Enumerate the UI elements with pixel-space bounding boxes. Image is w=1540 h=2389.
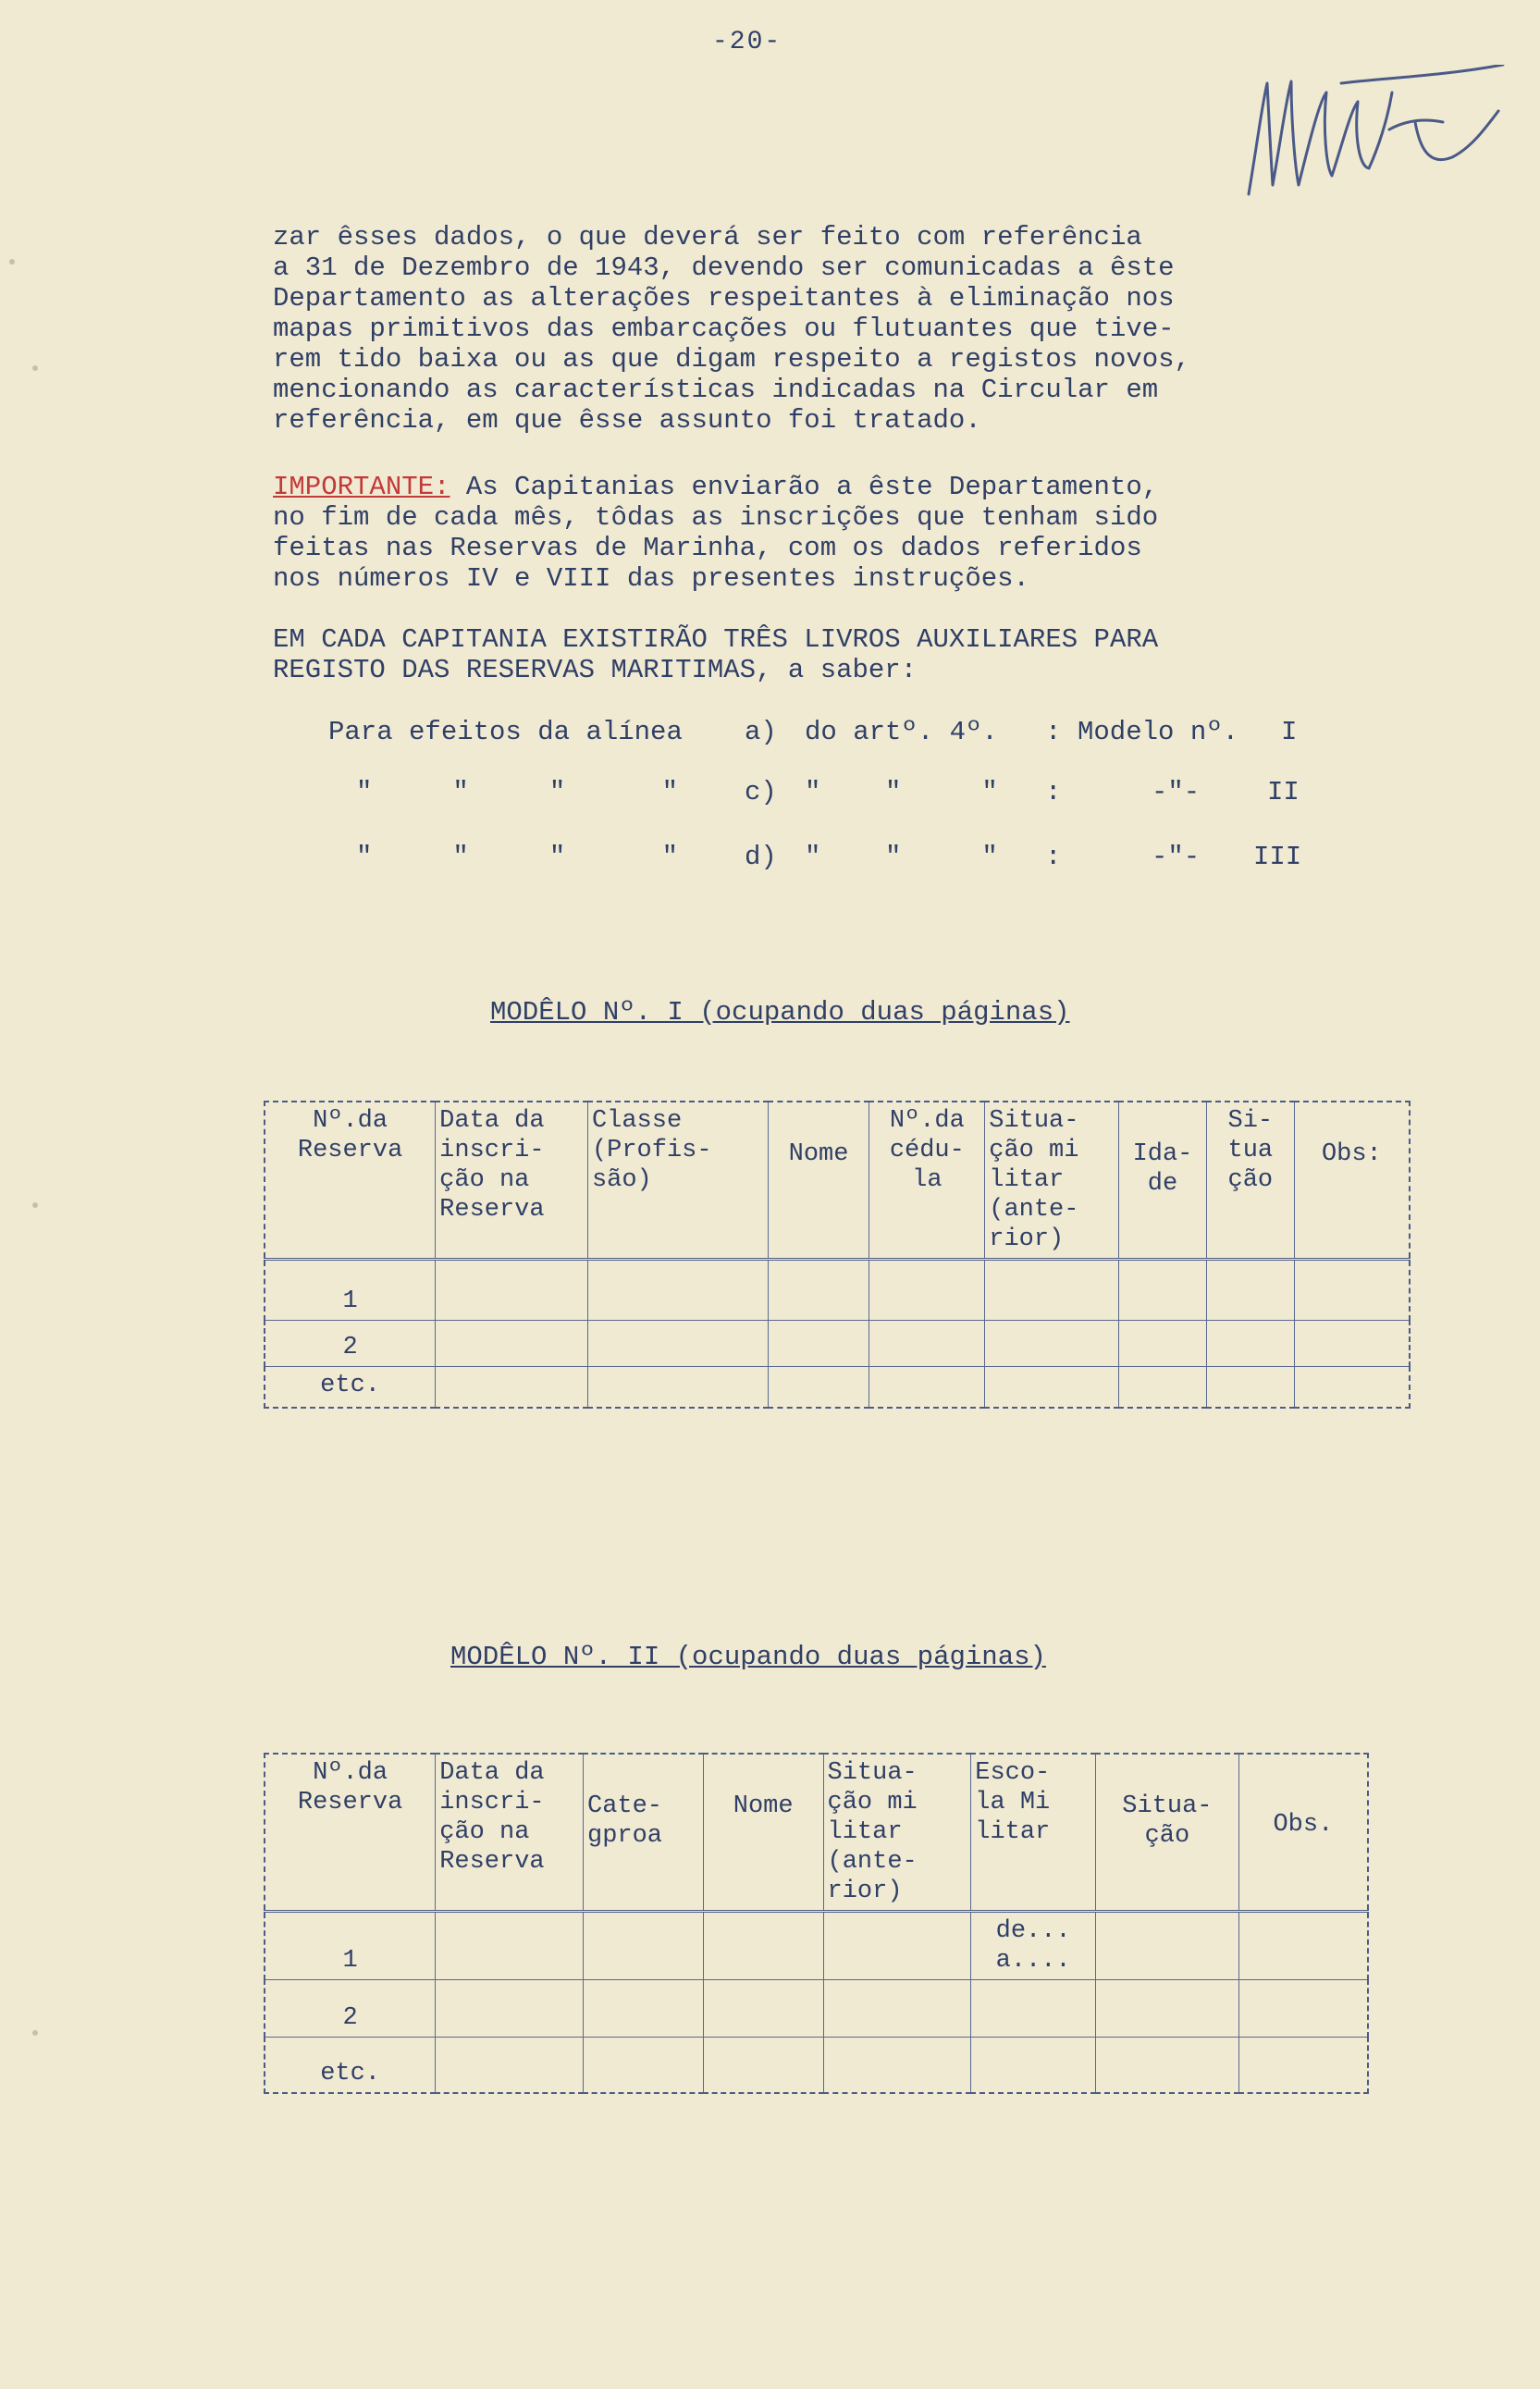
page-number: -20- <box>712 28 782 56</box>
column-header: Classe (Profis- são) <box>587 1102 768 1260</box>
column-header: Nome <box>703 1754 823 1912</box>
column-header: Cate- gproa <box>584 1754 704 1912</box>
heading-paragraph <box>273 624 1327 685</box>
text-line: EM CADA CAPITANIA EXISTIRÃO TRÊS LIVROS AUXILIARES PARA <box>273 624 1159 655</box>
punch-mark <box>32 1202 38 1208</box>
column-header: Situa- ção mi litar (ante- rior) <box>823 1754 971 1912</box>
column-header: Obs. <box>1238 1754 1368 1912</box>
escola-note: de... a.... <box>971 1912 1096 1980</box>
row-number: etc. <box>265 1367 436 1408</box>
text-line: mencionando as características indicadas na Circular em <box>273 375 1159 405</box>
text-line: feitas nas Reservas de Marinha, com os dados referidos <box>273 533 1142 563</box>
importante-first-line: As Capitanias enviarão a êste Departamento, <box>450 472 1159 502</box>
row-number: 2 <box>265 1980 436 2038</box>
table-header-row <box>265 1102 1410 1260</box>
table-row <box>265 1912 1368 1980</box>
text-line <box>273 472 1327 502</box>
signature <box>1230 65 1508 213</box>
paragraph-1 <box>273 222 1327 436</box>
column-header: Ida- de <box>1119 1102 1207 1260</box>
column-header: Nº.da Reserva <box>265 1102 436 1260</box>
column-header: Si- tua ção <box>1206 1102 1294 1260</box>
text-line: mapas primitivos das embarcações ou flutuantes que tive- <box>273 314 1175 344</box>
model-1-title: MODÊLO Nº. I (ocupando duas páginas) <box>490 997 1070 1028</box>
column-header: Esco- la Mi litar <box>971 1754 1096 1912</box>
text-line: a 31 de Dezembro de 1943, devendo ser comunicadas a êste <box>273 252 1175 283</box>
text-line: nos números IV e VIII das presentes instruções. <box>273 563 1029 594</box>
column-header: Situa- ção <box>1096 1754 1239 1912</box>
punch-mark <box>9 259 15 265</box>
model-2-table <box>264 1753 1369 2094</box>
column-header: Data da inscri- ção na Reserva <box>436 1754 584 1912</box>
row-number: etc. <box>265 2038 436 2093</box>
reference-row: " " " " d) " " " : -"- III <box>356 842 1302 872</box>
table-row <box>265 1260 1410 1321</box>
punch-mark <box>32 2030 38 2036</box>
reference-row: " " " " c) " " " : -"- II <box>356 777 1300 807</box>
table-row <box>265 1367 1410 1408</box>
table-row <box>265 1321 1410 1367</box>
table-row <box>265 2038 1368 2093</box>
text-line: rem tido baixa ou as que digam respeito a registos novos, <box>273 344 1190 375</box>
row-number: 1 <box>265 1260 436 1321</box>
text-line: referência, em que êsse assunto foi tratado. <box>273 405 981 436</box>
importante-paragraph <box>273 472 1327 594</box>
reference-row: Para efeitos da alínea a) do artº. 4º. : Modelo nº. I <box>328 717 1298 747</box>
punch-mark <box>32 365 38 371</box>
column-header: Nome <box>768 1102 869 1260</box>
text-line: Departamento as alterações respeitantes à eliminação nos <box>273 283 1175 314</box>
model-2-title: MODÊLO Nº. II (ocupando duas páginas) <box>450 1642 1046 1672</box>
table-row <box>265 1980 1368 2038</box>
row-number: 2 <box>265 1321 436 1367</box>
text-line: REGISTO DAS RESERVAS MARITIMAS, a saber: <box>273 655 918 685</box>
table-header-row <box>265 1754 1368 1912</box>
row-number: 1 <box>265 1912 436 1980</box>
column-header: Data da inscri- ção na Reserva <box>436 1102 588 1260</box>
text-line: no fim de cada mês, tôdas as inscrições que tenham sido <box>273 502 1159 533</box>
column-header: Obs: <box>1294 1102 1410 1260</box>
column-header: Situa- ção mi litar (ante- rior) <box>985 1102 1119 1260</box>
column-header: Nº.da Reserva <box>265 1754 436 1912</box>
model-1-table <box>264 1101 1411 1409</box>
column-header: Nº.da cédu- la <box>869 1102 985 1260</box>
text-line: zar êsses dados, o que deverá ser feito com referência <box>273 222 1142 252</box>
importante-label: IMPORTANTE: <box>273 472 450 502</box>
